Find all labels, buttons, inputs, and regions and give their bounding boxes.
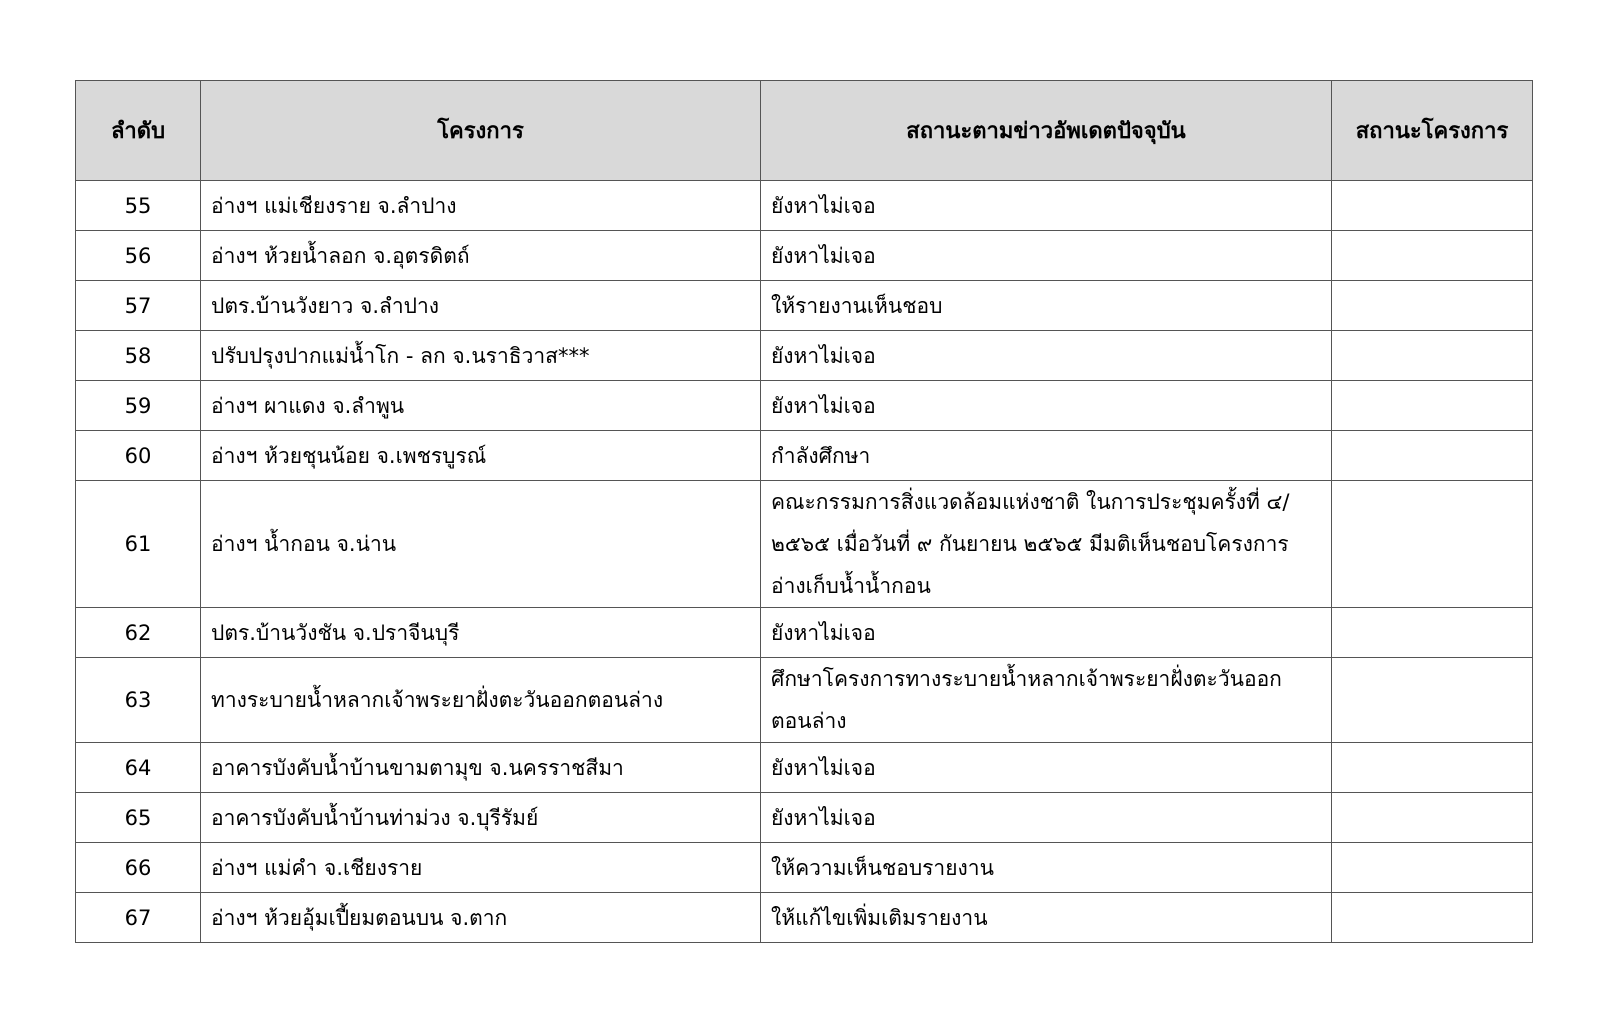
table-row: [76, 793, 1533, 843]
project-status: [1332, 381, 1533, 431]
news-status-line: ศึกษาโครงการทางระบายน้ำหลากเจ้าพระยาฝั่งตะวันออก: [771, 667, 1282, 691]
table-row: [76, 231, 1533, 281]
news-status-line: คณะกรรมการสิ่งแวดล้อมแห่งชาติ ในการประชุมครั้งที่ ๔/: [771, 490, 1290, 514]
news-status-line: ตอนล่าง: [771, 709, 847, 733]
news-status: ยังหาไม่เจอ: [761, 793, 1332, 843]
news-status: ให้รายงานเห็นชอบ: [761, 281, 1332, 331]
table-row: [76, 658, 1533, 743]
row-number: 58: [76, 331, 201, 381]
project-name: อ่างฯ ผาแดง จ.ลำพูน: [201, 381, 761, 431]
header-order: ลำดับ: [76, 81, 201, 181]
project-status: [1332, 431, 1533, 481]
project-name: ปตร.บ้านวังยาว จ.ลำปาง: [201, 281, 761, 331]
projects-table: [75, 80, 1533, 943]
header-project: โครงการ: [201, 81, 761, 181]
project-name: อาคารบังคับน้ำบ้านท่าม่วง จ.บุรีรัมย์: [201, 793, 761, 843]
row-number: 63: [76, 658, 201, 743]
news-status-line: ๒๕๖๕ เมื่อวันที่ ๙ กันยายน ๒๕๖๕ มีมติเห็นชอบโครงการ: [771, 532, 1289, 556]
project-name: อาคารบังคับน้ำบ้านขามตามุข จ.นครราชสีมา: [201, 743, 761, 793]
news-status-line: อ่างเก็บน้ำน้ำกอน: [771, 574, 931, 598]
project-status: [1332, 893, 1533, 943]
table-row: [76, 181, 1533, 231]
table-row: [76, 743, 1533, 793]
row-number: 56: [76, 231, 201, 281]
news-status: กำลังศึกษา: [761, 431, 1332, 481]
project-status: [1332, 793, 1533, 843]
project-name: ปรับปรุงปากแม่น้ำโก - ลก จ.นราธิวาส***: [201, 331, 761, 381]
news-status: ยังหาไม่เจอ: [761, 743, 1332, 793]
table-row: [76, 608, 1533, 658]
project-name: อ่างฯ แม่คำ จ.เชียงราย: [201, 843, 761, 893]
row-number: 67: [76, 893, 201, 943]
table-row: [76, 893, 1533, 943]
table-row: [76, 381, 1533, 431]
project-status: [1332, 181, 1533, 231]
news-status: [761, 658, 1332, 743]
project-status: [1332, 481, 1533, 608]
header-project-status: สถานะโครงการ: [1332, 81, 1533, 181]
news-status: [761, 481, 1332, 608]
project-status: [1332, 331, 1533, 381]
row-number: 55: [76, 181, 201, 231]
header-news-status: สถานะตามข่าวอัพเดตปัจจุบัน: [761, 81, 1332, 181]
news-status: ให้ความเห็นชอบรายงาน: [761, 843, 1332, 893]
project-name: อ่างฯ ห้วยน้ำลอก จ.อุตรดิตถ์: [201, 231, 761, 281]
news-status: ยังหาไม่เจอ: [761, 608, 1332, 658]
table-row: [76, 843, 1533, 893]
project-name: อ่างฯ แม่เชียงราย จ.ลำปาง: [201, 181, 761, 231]
news-status: ยังหาไม่เจอ: [761, 381, 1332, 431]
news-status: ยังหาไม่เจอ: [761, 331, 1332, 381]
row-number: 66: [76, 843, 201, 893]
project-status: [1332, 281, 1533, 331]
row-number: 60: [76, 431, 201, 481]
table-row: [76, 331, 1533, 381]
table-row: [76, 281, 1533, 331]
row-number: 64: [76, 743, 201, 793]
project-name: อ่างฯ ห้วยอุ้มเปี้ยมตอนบน จ.ตาก: [201, 893, 761, 943]
project-status: [1332, 231, 1533, 281]
project-name: อ่างฯ ห้วยชุนน้อย จ.เพชรบูรณ์: [201, 431, 761, 481]
news-status: ยังหาไม่เจอ: [761, 231, 1332, 281]
table-header-row: [76, 81, 1533, 181]
table-row: [76, 431, 1533, 481]
news-status: ให้แก้ไขเพิ่มเติมรายงาน: [761, 893, 1332, 943]
row-number: 59: [76, 381, 201, 431]
project-name: อ่างฯ น้ำกอน จ.น่าน: [201, 481, 761, 608]
project-status: [1332, 743, 1533, 793]
project-name: ทางระบายน้ำหลากเจ้าพระยาฝั่งตะวันออกตอนล่าง: [201, 658, 761, 743]
project-status: [1332, 658, 1533, 743]
table-row: [76, 481, 1533, 608]
project-status: [1332, 843, 1533, 893]
row-number: 57: [76, 281, 201, 331]
news-status: ยังหาไม่เจอ: [761, 181, 1332, 231]
row-number: 62: [76, 608, 201, 658]
row-number: 65: [76, 793, 201, 843]
project-name: ปตร.บ้านวังชัน จ.ปราจีนบุรี: [201, 608, 761, 658]
row-number: 61: [76, 481, 201, 608]
project-status: [1332, 608, 1533, 658]
